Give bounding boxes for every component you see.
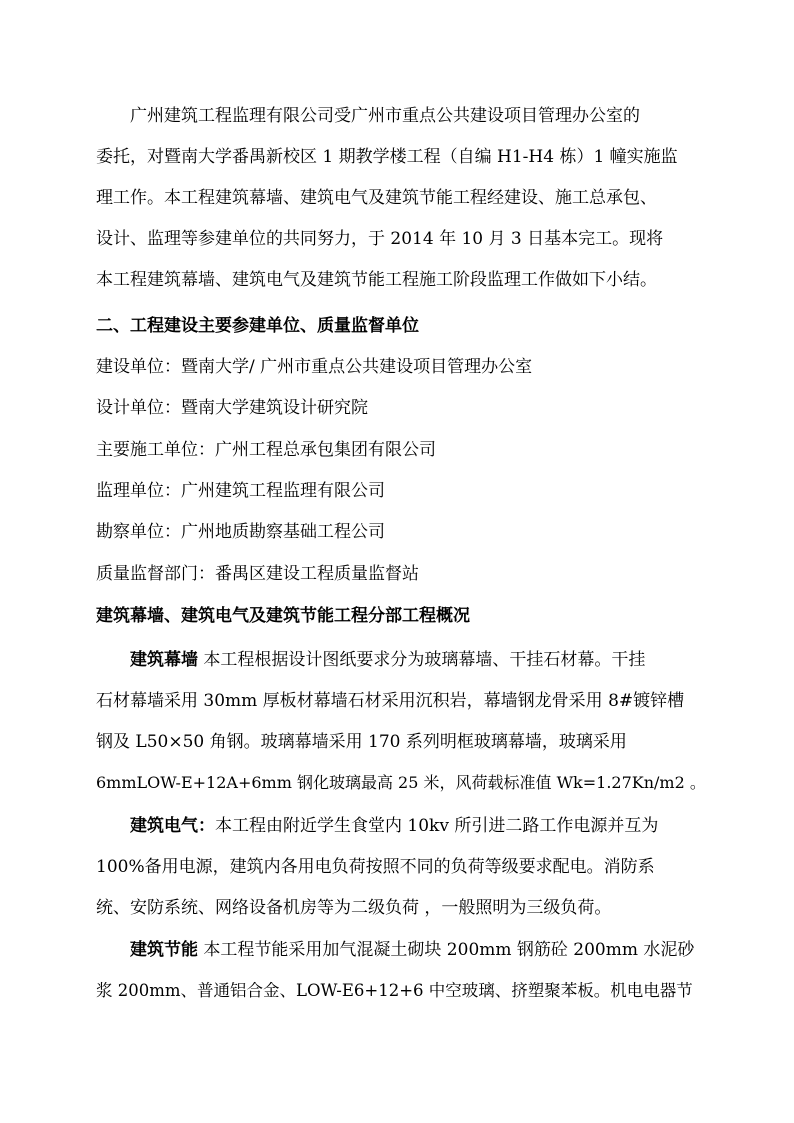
curtain-wall-label: 建筑幕墙 [130, 650, 198, 670]
electrical-text: 本工程由附近学生食堂内 10kv 所引进二路工作电源并互为 [215, 816, 659, 836]
energy-line-1 [130, 938, 706, 962]
section3-heading: 建筑幕墙、建筑电气及建筑节能工程分部工程概况 [96, 606, 470, 626]
curtain-wall-text: 本工程根据设计图纸要求分为玻璃幕墙、干挂石材幕。干挂 [203, 650, 646, 670]
unit-survey: 勘察单位：广州地质勘察基础工程公司 [96, 522, 385, 542]
energy-label: 建筑节能 [130, 940, 198, 960]
curtain-wall-line-4: 6mmLOW-E+12A+6mm 钢化玻璃最高 25 米，风荷载标准值 Wk=1.27Kn/m2 。 [96, 773, 706, 792]
electrical-label: 建筑电气： [130, 816, 215, 836]
intro-line-3: 理工作。本工程建筑幕墙、建筑电气及建筑节能工程经建设、施工总承包、 [96, 188, 657, 208]
electrical-line-3: 统、安防系统、网络设备机房等为二级负荷 ，一般照明为三级负荷。 [96, 898, 612, 918]
energy-text: 本工程节能采用加气混凝土砌块 200mm 钢筋砼 200mm 水泥砂 [203, 940, 695, 960]
electrical-line-2: 100%备用电源，建筑内各用电负荷按照不同的负荷等级要求配电。消防系 [96, 857, 655, 877]
intro-line-5: 本工程建筑幕墙、建筑电气及建筑节能工程施工阶段监理工作做如下小结。 [96, 270, 657, 290]
electrical-line-1 [130, 814, 706, 838]
energy-line-2: 浆 200mm、普通铝合金、LOW-E6+12+6 中空玻璃、挤塑聚苯板。机电电器节 [96, 981, 693, 1000]
curtain-wall-line-2: 石材幕墙采用 30mm 厚板材幕墙石材采用沉积岩，幕墙钢龙骨采用 8#镀锌槽 [96, 691, 685, 711]
intro-line-4: 设计、监理等参建单位的共同努力，于 2014 年 10 月 3 日基本完工。现将 [96, 229, 664, 249]
curtain-wall-line-3: 钢及 L50×50 角钢。玻璃幕墙采用 170 系列明框玻璃幕墙，玻璃采用 [96, 732, 627, 752]
curtain-wall-line-1 [130, 648, 706, 672]
intro-line-2: 委托，对暨南大学番禺新校区 1 期教学楼工程（自编 H1-H4 栋）1 幢实施监 [96, 147, 678, 167]
section2-heading: 二、工程建设主要参建单位、质量监督单位 [96, 316, 419, 336]
unit-design: 设计单位：暨南大学建筑设计研究院 [96, 398, 368, 418]
unit-construction: 建设单位：暨南大学/ 广州市重点公共建设项目管理办公室 [96, 357, 533, 377]
unit-quality: 质量监督部门：番禺区建设工程质量监督站 [96, 564, 419, 584]
unit-contractor: 主要施工单位：广州工程总承包集团有限公司 [96, 440, 436, 460]
intro-line-1: 广州建筑工程监理有限公司受广州市重点公共建设项目管理办公室的 [130, 106, 640, 126]
unit-supervision: 监理单位：广州建筑工程监理有限公司 [96, 481, 385, 501]
